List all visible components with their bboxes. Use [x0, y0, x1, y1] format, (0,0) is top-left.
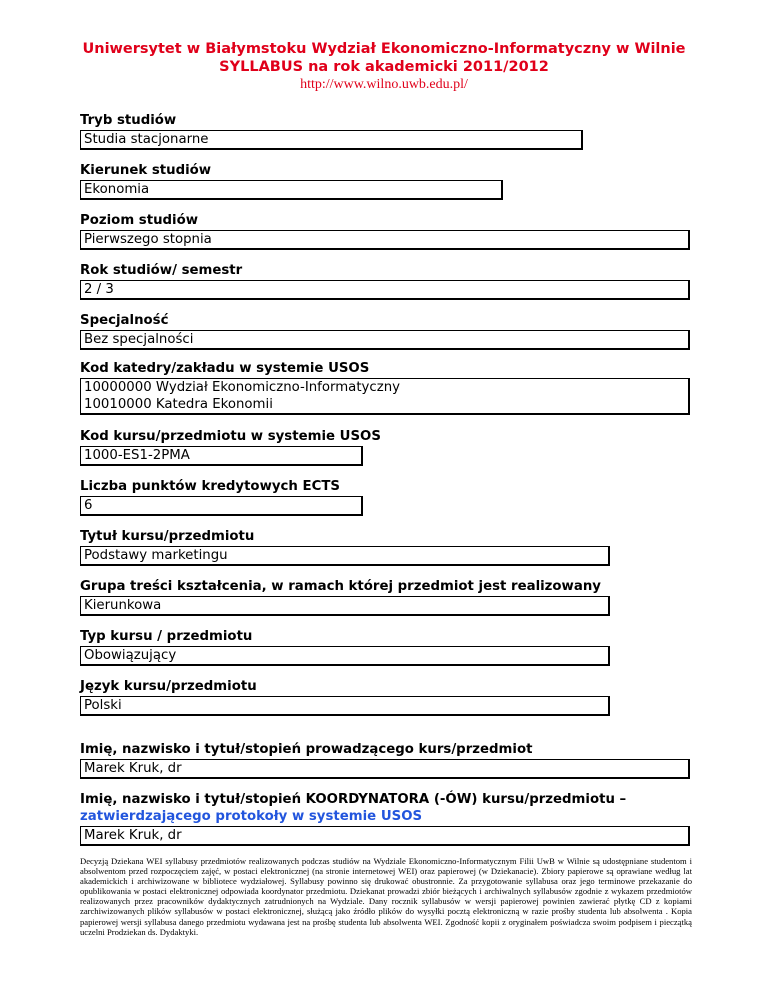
field-value-box: [80, 330, 690, 350]
field-typ: [80, 628, 610, 666]
field-koordynator: [80, 791, 690, 846]
field-value: Pierwszego stopnia: [84, 232, 212, 247]
field-value: Marek Kruk, dr: [84, 828, 182, 843]
field-label: Rok studiów/ semestr: [80, 263, 243, 278]
field-label-highlight: zatwierdzającego protokoły w systemie USOS: [80, 809, 423, 824]
field-label: Tytuł kursu/przedmiotu: [80, 529, 255, 544]
field-label: Tryb studiów: [80, 113, 177, 128]
field-rok: [80, 262, 690, 300]
field-value-box: [80, 496, 363, 516]
field-label: Kod kursu/przedmiotu w systemie USOS: [80, 429, 381, 444]
field-kierunek: [80, 162, 503, 200]
field-value-box: [80, 230, 690, 250]
field-ects: [80, 478, 363, 516]
field-value-box: [80, 378, 690, 415]
field-jezyk: [80, 678, 610, 716]
field-value-line-2: 10010000 Katedra Ekonomii: [84, 397, 273, 412]
field-value-box: [80, 130, 583, 150]
field-value-box: [80, 696, 610, 716]
field-kod-katedry: [80, 360, 690, 415]
footer-note: Decyzją Dziekana WEI syllabusy przedmiotów realizowanych podczas studiów na Wydziale Ekonomiczno-Informatycznym Filii UwB w Wilnie są udostępniane studentom i absolwentom przed rozpoczęciem zajęć, w postaci elektronicznej (na stronie internetowej WEI) oraz papierowej (w Dziekanacie). Zbiory papierowe są oprawiane według lat akademickich i archiwizowane w bibliotece wydziałowej. Syllabusy powinno się drukować obustronnie. Za przygotowanie syllabusa oraz jego terminowe przekazanie do opublikowania w postaci elektronicznej odpowiada koordynator przedmiotu. Dziekanat prowadzi zbiór bieżących i archiwalnych syllabusów zgodnie z wykazem przedmiotów realizowanych przez pracowników dydaktycznych zatrudnionych na Wydziale. Dany rocznik syllabusów w wersji papierowej powinien zawierać płytkę CD z kopiami zarchiwizowanych plików syllabusów w postaci elektronicznej, służącą jako źródło plików do wysyłki pocztą elektroniczną w razie prośby studenta lub absolwenta . Kopia papierowej wersji syllabusa danego przedmiotu wydawana jest na prośbę studenta lub absolwenta WEI. Zgodność kopii z oryginałem poświadcza swoim podpisem i pieczątką uczelni Prodziekan ds. Dydaktyki.: [80, 856, 692, 937]
field-value: Ekonomia: [84, 182, 150, 197]
field-tryb: [80, 112, 583, 150]
document-header: [0, 40, 768, 93]
field-label: Liczba punktów kredytowych ECTS: [80, 479, 340, 494]
field-tytul: [80, 528, 610, 566]
field-label: Język kursu/przedmiotu: [80, 679, 257, 694]
field-label: Kierunek studiów: [80, 163, 212, 178]
university-title: Uniwersytet w Białymstoku Wydział Ekonomiczno-Informatyczny w Wilnie: [82, 41, 686, 57]
field-label: Typ kursu / przedmiotu: [80, 629, 253, 644]
field-value-box: [80, 446, 363, 466]
field-label: Grupa treści kształcenia, w ramach której przedmiot jest realizowany: [80, 579, 601, 594]
field-poziom: [80, 212, 690, 250]
field-value-box: [80, 826, 690, 846]
field-value: Podstawy marketingu: [84, 548, 228, 563]
field-value: Kierunkowa: [84, 598, 162, 613]
field-value: Bez specjalności: [84, 332, 194, 347]
field-value-box: [80, 180, 503, 200]
field-value: 2 / 3: [84, 282, 114, 297]
field-value: Marek Kruk, dr: [84, 761, 182, 776]
field-value-box: [80, 759, 690, 779]
field-value-box: [80, 646, 610, 666]
field-label: Kod katedry/zakładu w systemie USOS: [80, 361, 370, 376]
field-value: 6: [84, 498, 93, 513]
field-grupa: [80, 578, 610, 616]
field-label: Poziom studiów: [80, 213, 199, 228]
field-label: Imię, nazwisko i tytuł/stopień prowadzącego kurs/przedmiot: [80, 742, 533, 757]
syllabus-title: SYLLABUS na rok akademicki 2011/2012: [219, 59, 549, 75]
website-link[interactable]: http://www.wilno.uwb.edu.pl/: [300, 77, 468, 92]
field-value: 1000-ES1-2PMA: [84, 448, 190, 463]
field-specjalnosc: [80, 312, 690, 350]
field-label: Specjalność: [80, 313, 169, 328]
field-value: Studia stacjonarne: [84, 132, 209, 147]
field-value-box: [80, 280, 690, 300]
field-kod-kursu: [80, 428, 381, 466]
field-value-box: [80, 546, 610, 566]
field-label: Imię, nazwisko i tytuł/stopień KOORDYNATORA (-ÓW) kursu/przedmiotu –: [80, 792, 627, 807]
field-prowadzacy: [80, 741, 690, 779]
field-value-box: [80, 596, 610, 616]
field-value: Obowiązujący: [84, 648, 177, 663]
field-value: Polski: [84, 698, 122, 713]
field-value-line-1: 10000000 Wydział Ekonomiczno-Informatyczny: [84, 380, 400, 395]
